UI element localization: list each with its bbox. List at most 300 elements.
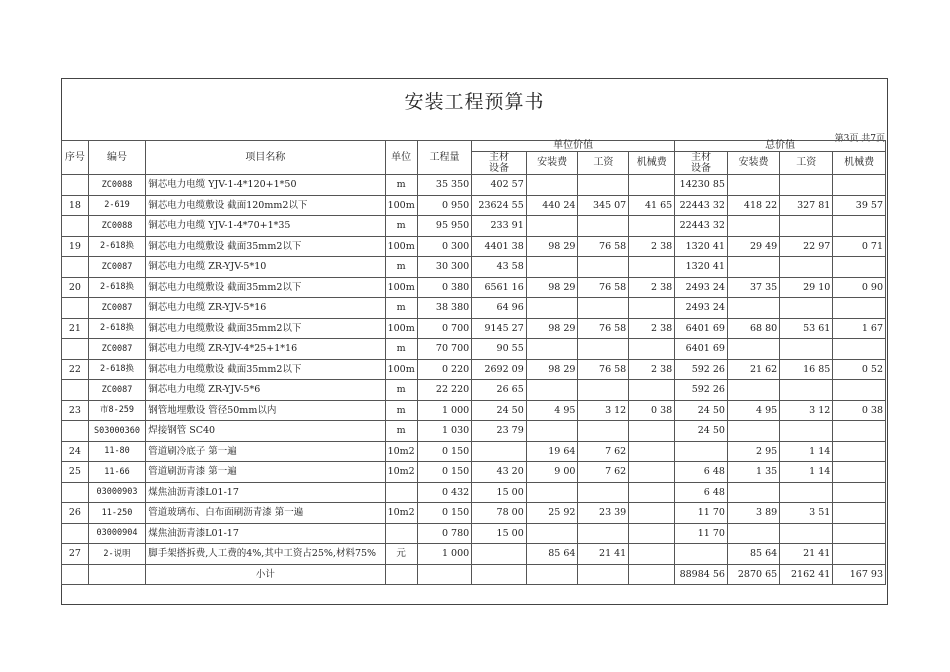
cell-qty: 0 150 [417,503,471,524]
cell-unit-machine [629,462,675,483]
cell-seq: 25 [62,462,89,483]
header-total-main-material [675,152,728,175]
cell-total-machine: 0 52 [833,359,886,380]
cell-qty: 0 300 [417,236,471,257]
cell-unit: m [385,298,417,319]
cell-total-wage [780,339,833,360]
cell-total-install [727,175,779,196]
cell-unit-main: 233 91 [472,216,527,237]
cell-total-main: 6 48 [675,462,728,483]
header-unit-machine: 机械费 [629,152,675,175]
cell-total-main: 24 50 [675,421,728,442]
cell-unit-wage: 7 62 [578,462,629,483]
subtotal-t-machine: 167 93 [833,564,886,585]
cell-total-machine [833,298,886,319]
cell-unit: 100m [385,359,417,380]
cell-total-install [727,523,779,544]
cell-qty: 0 432 [417,482,471,503]
cell-unit-machine [629,482,675,503]
cell-name: 铜芯电力电缆 ZR-YJV-5*16 [146,298,385,319]
cell-qty: 95 950 [417,216,471,237]
cell-total-wage: 1 14 [780,441,833,462]
subtotal-u-install [526,564,578,585]
cell-name: 铜芯电力电缆 ZR-YJV-5*10 [146,257,385,278]
cell-unit-wage [578,339,629,360]
cell-total-install: 21 62 [727,359,779,380]
cell-total-install: 85 64 [727,544,779,565]
cell-total-install: 2 95 [727,441,779,462]
cell-unit-install [526,298,578,319]
cell-unit-wage [578,482,629,503]
cell-unit-main: 43 20 [472,462,527,483]
cell-total-machine [833,462,886,483]
cell-unit-install [526,482,578,503]
cell-unit-install: 19 64 [526,441,578,462]
cell-total-wage: 53 61 [780,318,833,339]
cell-unit [385,482,417,503]
cell-unit-install: 25 92 [526,503,578,524]
cell-total-main: 2493 24 [675,298,728,319]
cell-unit-install: 98 29 [526,359,578,380]
cell-unit-wage [578,175,629,196]
header-total-machine: 机械费 [833,152,886,175]
header-total-price-group: 总价值 [675,141,886,152]
subtotal-qty [417,564,471,585]
cell-unit-install: 4 95 [526,400,578,421]
cell-unit-wage: 76 58 [578,236,629,257]
cell-unit-main: 4401 38 [472,236,527,257]
cell-total-install [727,339,779,360]
subtotal-seq [62,564,89,585]
cell-code: 2-619 [88,195,145,216]
cell-unit-install: 98 29 [526,318,578,339]
cell-seq [62,421,89,442]
cell-code: ZC0087 [88,257,145,278]
cell-unit-machine [629,380,675,401]
header-unit-main-material [472,152,527,175]
cell-name: 铜芯电力电缆敷设 截面35mm2以下 [146,236,385,257]
header-unit-price-group: 单位价值 [472,141,675,152]
cell-unit: 100m [385,318,417,339]
cell-total-wage: 327 81 [780,195,833,216]
cell-unit: 100m [385,277,417,298]
header-total-install: 安装费 [727,152,779,175]
table-row [62,339,886,360]
cell-total-wage: 22 97 [780,236,833,257]
subtotal-t-wage: 2162 41 [780,564,833,585]
table-row [62,236,886,257]
cell-total-wage [780,216,833,237]
cell-total-install: 1 35 [727,462,779,483]
cell-unit-install [526,523,578,544]
cell-unit-machine: 2 38 [629,277,675,298]
cell-total-wage [780,380,833,401]
cell-total-main: 22443 32 [675,216,728,237]
cell-total-machine [833,175,886,196]
cell-unit-main: 402 57 [472,175,527,196]
cell-unit: 10m2 [385,503,417,524]
header-unit-wage: 工资 [578,152,629,175]
cell-qty: 0 700 [417,318,471,339]
cell-unit-install [526,257,578,278]
budget-sheet [61,78,888,605]
header-code: 编号 [88,141,145,175]
header-seq: 序号 [62,141,89,175]
cell-unit-machine: 41 65 [629,195,675,216]
cell-unit-machine [629,421,675,442]
cell-unit-install: 98 29 [526,236,578,257]
subtotal-t-install: 2870 65 [727,564,779,585]
table-row [62,216,886,237]
cell-name: 铜芯电力电缆敷设 截面120mm2以下 [146,195,385,216]
cell-unit-machine: 2 38 [629,236,675,257]
cell-name: 铜芯电力电缆 YJV-1-4*120+1*50 [146,175,385,196]
cell-name: 管道玻璃布、白布面刷沥青漆 第一遍 [146,503,385,524]
main-material-label: 主材 [488,152,509,163]
cell-total-machine [833,523,886,544]
cell-total-machine: 0 38 [833,400,886,421]
cell-name: 管道刷沥青漆 第一遍 [146,462,385,483]
cell-name: 铜芯电力电缆敷设 截面35mm2以下 [146,359,385,380]
table-row [62,175,886,196]
cell-code: 市8-259 [88,400,145,421]
cell-qty: 22 220 [417,380,471,401]
cell-seq [62,216,89,237]
cell-unit-install [526,380,578,401]
cell-unit-wage: 23 39 [578,503,629,524]
cell-seq: 20 [62,277,89,298]
cell-unit-install: 98 29 [526,277,578,298]
cell-total-machine: 1 67 [833,318,886,339]
cell-total-wage [780,175,833,196]
cell-unit: m [385,380,417,401]
cell-code: 11-250 [88,503,145,524]
subtotal-row [62,564,886,585]
cell-total-install [727,257,779,278]
cell-qty: 0 150 [417,441,471,462]
cell-seq: 22 [62,359,89,380]
table-row [62,503,886,524]
header-unit: 单位 [385,141,417,175]
cell-seq [62,380,89,401]
cell-total-main: 592 26 [675,359,728,380]
cell-unit: m [385,175,417,196]
cell-total-wage [780,482,833,503]
cell-code: 2-618换 [88,359,145,380]
cell-unit-machine [629,441,675,462]
cell-total-main: 6401 69 [675,339,728,360]
table-row [62,359,886,380]
subtotal-t-main: 88984 56 [675,564,728,585]
cell-unit-install: 9 00 [526,462,578,483]
cell-qty: 1 000 [417,544,471,565]
cell-unit-wage [578,380,629,401]
header-name: 项目名称 [146,141,385,175]
cell-unit-wage: 76 58 [578,277,629,298]
cell-qty: 70 700 [417,339,471,360]
cell-total-wage: 3 51 [780,503,833,524]
table-row [62,523,886,544]
cell-unit: m [385,421,417,442]
cell-qty: 0 150 [417,462,471,483]
cell-total-wage: 16 85 [780,359,833,380]
cell-seq [62,298,89,319]
cell-total-main: 24 50 [675,400,728,421]
equipment-label: 设备 [488,163,509,174]
cell-unit-main: 9145 27 [472,318,527,339]
cell-total-machine [833,503,886,524]
cell-name: 铜芯电力电缆敷设 截面35mm2以下 [146,318,385,339]
cell-total-wage [780,298,833,319]
cell-unit-main [472,441,527,462]
cell-unit: 100m [385,195,417,216]
cell-total-install: 37 35 [727,277,779,298]
table-row [62,482,886,503]
table-row [62,462,886,483]
cell-unit-main: 23624 55 [472,195,527,216]
cell-total-main: 592 26 [675,380,728,401]
cell-unit-machine [629,523,675,544]
cell-code: ZC0087 [88,298,145,319]
cell-qty: 0 950 [417,195,471,216]
cell-unit: 10m2 [385,462,417,483]
cell-total-machine [833,257,886,278]
cell-unit-main: 64 96 [472,298,527,319]
cell-name: 铜芯电力电缆 ZR-YJV-4*25+1*16 [146,339,385,360]
cell-total-main [675,544,728,565]
cell-seq: 19 [62,236,89,257]
cell-unit-wage [578,523,629,544]
cell-seq [62,175,89,196]
cell-unit-wage: 7 62 [578,441,629,462]
cell-total-wage [780,421,833,442]
cell-unit: m [385,400,417,421]
cell-total-machine [833,482,886,503]
equipment-label: 设备 [691,163,712,174]
cell-unit: m [385,339,417,360]
cell-qty: 38 380 [417,298,471,319]
cell-total-install [727,482,779,503]
cell-unit-wage [578,216,629,237]
cell-code: 2-618换 [88,277,145,298]
table-row [62,544,886,565]
cell-total-install: 4 95 [727,400,779,421]
table-row [62,298,886,319]
cell-qty: 1 000 [417,400,471,421]
cell-total-wage [780,523,833,544]
cell-total-main: 22443 32 [675,195,728,216]
cell-code: 11-66 [88,462,145,483]
cell-unit-wage: 345 07 [578,195,629,216]
cell-code: 11-80 [88,441,145,462]
subtotal-unit [385,564,417,585]
cell-total-install [727,421,779,442]
cell-code: 2-618换 [88,318,145,339]
cell-total-main: 2493 24 [675,277,728,298]
cell-unit-install [526,421,578,442]
cell-unit-machine [629,339,675,360]
cell-total-install [727,380,779,401]
cell-unit-wage: 76 58 [578,359,629,380]
cell-qty: 0 780 [417,523,471,544]
cell-total-main [675,441,728,462]
cell-seq [62,257,89,278]
cell-code: ZC0088 [88,175,145,196]
table-row [62,195,886,216]
cell-unit-machine [629,503,675,524]
cell-unit-main: 78 00 [472,503,527,524]
cell-name: 管道刷冷底子 第一遍 [146,441,385,462]
cell-unit-main: 23 79 [472,421,527,442]
cell-total-wage: 29 10 [780,277,833,298]
cell-unit-main: 90 55 [472,339,527,360]
cell-unit-machine [629,298,675,319]
cell-unit-main [472,544,527,565]
cell-seq [62,523,89,544]
cell-total-machine [833,544,886,565]
subtotal-u-machine [629,564,675,585]
cell-name: 钢管地埋敷设 管径50mm以内 [146,400,385,421]
cell-qty: 30 300 [417,257,471,278]
cell-unit-wage [578,421,629,442]
cell-total-machine [833,216,886,237]
cell-total-main: 6401 69 [675,318,728,339]
cell-name: 脚手架搭拆费,人工费的4%,其中工资占25%,材料75% [146,544,385,565]
cell-unit-wage: 3 12 [578,400,629,421]
cell-unit: m [385,216,417,237]
cell-unit-main: 26 65 [472,380,527,401]
cell-unit-main: 15 00 [472,482,527,503]
cell-unit-machine [629,544,675,565]
cell-unit-install: 440 24 [526,195,578,216]
header-qty: 工程量 [417,141,471,175]
cell-seq [62,482,89,503]
cell-total-machine [833,421,886,442]
cell-total-machine [833,339,886,360]
cell-total-main: 1320 41 [675,257,728,278]
cell-total-wage: 1 14 [780,462,833,483]
subtotal-code [88,564,145,585]
subtotal-u-main [472,564,527,585]
table-row [62,400,886,421]
cell-unit [385,523,417,544]
cell-unit-wage [578,298,629,319]
cell-qty: 35 350 [417,175,471,196]
cell-total-wage [780,257,833,278]
cell-total-install: 68 80 [727,318,779,339]
header-total-wage: 工资 [780,152,833,175]
cell-unit-install [526,216,578,237]
cell-unit-install: 85 64 [526,544,578,565]
cell-unit-wage: 21 41 [578,544,629,565]
cell-total-main: 11 70 [675,503,728,524]
cell-total-install [727,216,779,237]
cell-total-install: 3 89 [727,503,779,524]
table-row [62,441,886,462]
cell-unit-wage: 76 58 [578,318,629,339]
cell-code: ZC0088 [88,216,145,237]
cell-unit-main: 24 50 [472,400,527,421]
cell-unit: m [385,257,417,278]
cell-total-machine: 0 90 [833,277,886,298]
cell-total-install: 29 49 [727,236,779,257]
cell-unit-machine: 2 38 [629,359,675,380]
cell-total-machine [833,441,886,462]
cell-seq: 27 [62,544,89,565]
header-unit-install: 安装费 [526,152,578,175]
cell-total-install: 418 22 [727,195,779,216]
cell-total-main: 1320 41 [675,236,728,257]
cell-name: 铜芯电力电缆 YJV-1-4*70+1*35 [146,216,385,237]
table-row [62,380,886,401]
cell-unit-machine [629,216,675,237]
page-info: 第3页 共7页 [834,134,885,144]
subtotal-label: 小计 [146,564,385,585]
cell-unit: 10m2 [385,441,417,462]
document-title: 安装工程预算书 [404,91,545,113]
cell-unit-wage [578,257,629,278]
cell-code: 2-618换 [88,236,145,257]
cell-unit: 100m [385,236,417,257]
cell-qty: 1 030 [417,421,471,442]
cell-code: ZC0087 [88,339,145,360]
cell-code: S03000360 [88,421,145,442]
cell-unit-machine: 2 38 [629,318,675,339]
cell-seq: 26 [62,503,89,524]
cell-seq: 18 [62,195,89,216]
cell-seq: 21 [62,318,89,339]
cell-qty: 0 220 [417,359,471,380]
cell-seq: 24 [62,441,89,462]
cell-name: 煤焦油沥青漆L01-17 [146,523,385,544]
cell-unit-main: 15 00 [472,523,527,544]
cell-unit-install [526,339,578,360]
cell-name: 铜芯电力电缆敷设 截面35mm2以下 [146,277,385,298]
cell-total-wage: 21 41 [780,544,833,565]
cell-code: 03000904 [88,523,145,544]
table-row [62,318,886,339]
cell-seq [62,339,89,360]
cell-unit-machine: 0 38 [629,400,675,421]
cell-unit-main: 2692 09 [472,359,527,380]
cell-total-wage: 3 12 [780,400,833,421]
main-material-label: 主材 [691,152,712,163]
cell-unit-main: 6561 16 [472,277,527,298]
cell-qty: 0 380 [417,277,471,298]
cell-code: 2-说明 [88,544,145,565]
cell-code: ZC0087 [88,380,145,401]
table-row [62,257,886,278]
table-row [62,421,886,442]
cell-total-install [727,298,779,319]
cell-code: 03000903 [88,482,145,503]
cell-unit-install [526,175,578,196]
cell-name: 焊接钢管 SC40 [146,421,385,442]
cell-unit-machine [629,257,675,278]
cell-unit: 元 [385,544,417,565]
subtotal-u-wage [578,564,629,585]
cell-total-machine: 0 71 [833,236,886,257]
cell-unit-machine [629,175,675,196]
cell-total-machine [833,380,886,401]
cell-seq: 23 [62,400,89,421]
cell-name: 铜芯电力电缆 ZR-YJV-5*6 [146,380,385,401]
cell-name: 煤焦油沥青漆L01-17 [146,482,385,503]
cell-unit-main: 43 58 [472,257,527,278]
budget-table [61,140,886,585]
cell-total-machine: 39 57 [833,195,886,216]
table-row [62,277,886,298]
